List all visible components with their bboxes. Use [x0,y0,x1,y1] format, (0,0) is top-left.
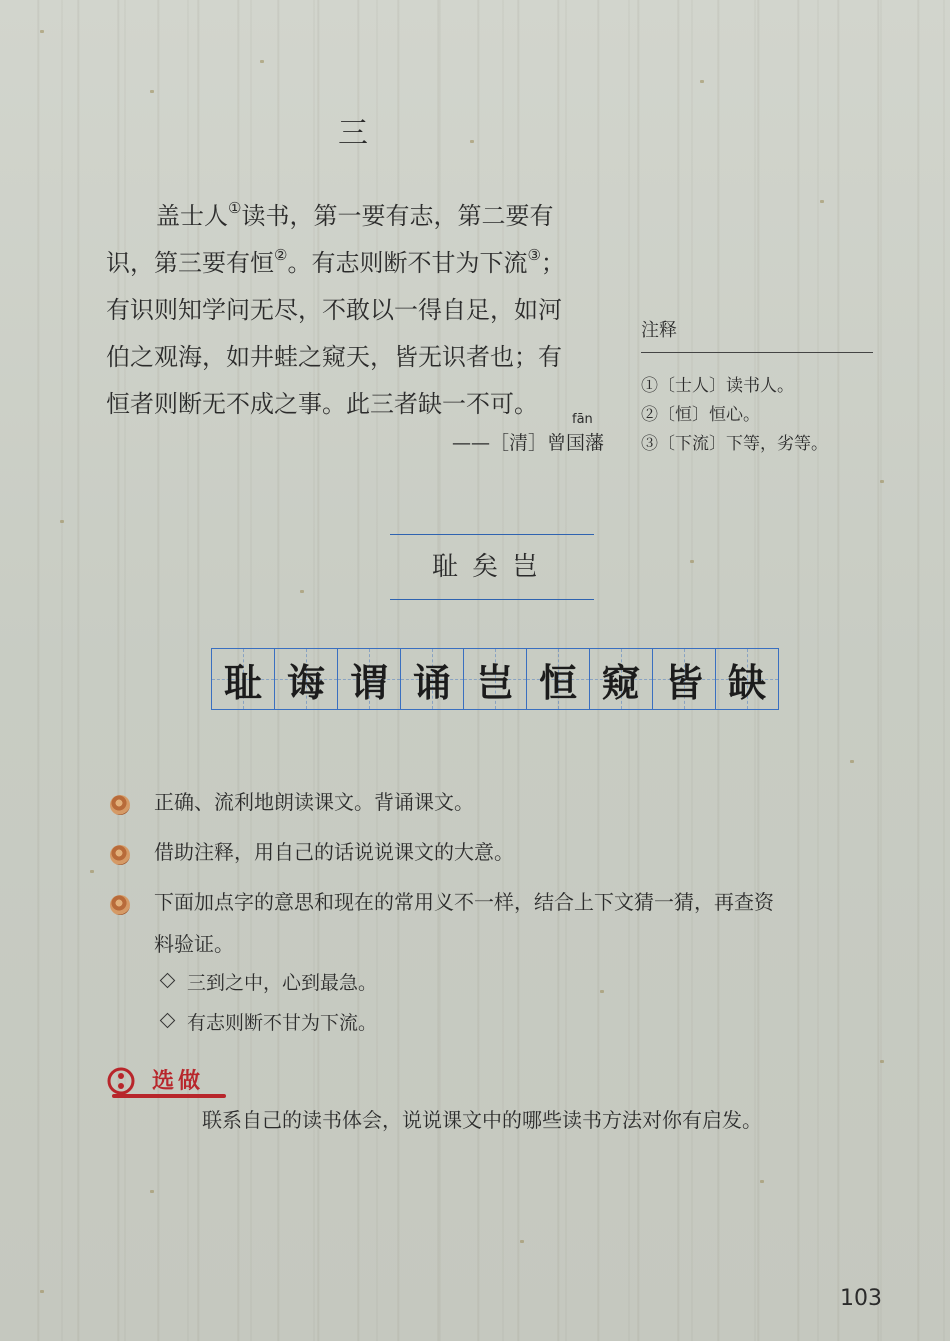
char-section-title: 耻矣岂 [431,552,552,582]
section-number: 三 [338,116,370,151]
classical-passage [106,193,611,428]
sub-item: 有志则断不甘为下流。 [162,1008,377,1035]
grid-cell: 窥 [590,648,653,710]
note-item: ②〔恒〕恒心。 [641,405,760,425]
flower-bullet-icon [110,845,130,865]
notes-list [641,372,828,459]
passage-line-3: 有识则知学问无尽，不敢以一得自足，如河 [106,296,562,324]
note-item: ③〔下流〕下等，劣等。 [641,434,828,454]
page-number: 103 [840,1286,882,1311]
passage-line-5: 恒者则断无不成之事。此三者缺一不可。 [106,390,538,418]
grid-cell: 岂 [464,648,527,710]
flower-bullet-icon [110,795,130,815]
writing-grid [211,648,779,710]
grid-cell: 耻 [212,648,275,710]
grid-cell: 恒 [527,648,590,710]
char-section-header [390,534,594,600]
flower-bullet-icon [110,895,130,915]
author-attribution: ——［清］曾国藩 [452,432,605,454]
passage-line-2: 识，第三要有恒②。有志则断不甘为下流③； [106,246,565,277]
note-item: ①〔士人〕读书人。 [641,376,794,396]
optional-task-icon [106,1066,140,1096]
optional-label: 选做 [152,1068,205,1094]
grid-cell: 诵 [401,648,464,710]
diamond-bullet-icon [160,1013,176,1029]
grid-cell: 缺 [716,648,779,710]
notes-divider [641,352,873,353]
passage-line-1: 盖士人①读书，第一要有志，第二要有 [156,199,554,230]
grid-cell: 诲 [275,648,338,710]
textbook-page: 三 盖士人①读书，第一要有志，第二要有 识，第三要有恒②。有志则断不甘为下流③； 有识则知学问无尽，不敢以一得自足，如河 伯之观海，如井蛙之窥天，皆无识者也；有 恒者则断无不成之事。此三者缺一不可。 fān ——［清］曾国藩 注释 ①〔士人〕读书人。 ②〔恒〕恒心。 ③〔下流〕下等，劣等。 耻矣岂 耻 诲 谓 诵 岂 恒 窥 皆 缺 正确、流利地朗读课文。背诵课文。 借助注释，用自己的话说说课文的大意。 下面加点字的意思和现在的常用义不一样，结合上下文猜一猜，再查资 料验证。 三到之中，心到最急。 有志则断不甘为下流。 选做 联系自己的读书体会，说说课文中的哪些读书方法对你有启发。 103 [0,0,950,1341]
passage-line-4: 伯之观海，如井蛙之窥天，皆无识者也；有 [106,343,562,371]
notes-title: 注释 [641,320,677,341]
grid-cell: 谓 [338,648,401,710]
sub-item: 三到之中，心到最急。 [162,968,377,995]
optional-underline [112,1094,226,1098]
grid-cell: 皆 [653,648,716,710]
optional-task-text: 联系自己的读书体会，说说课文中的哪些读书方法对你有启发。 [202,1108,762,1132]
diamond-bullet-icon [160,973,176,989]
pinyin-annotation: fān [572,412,593,427]
